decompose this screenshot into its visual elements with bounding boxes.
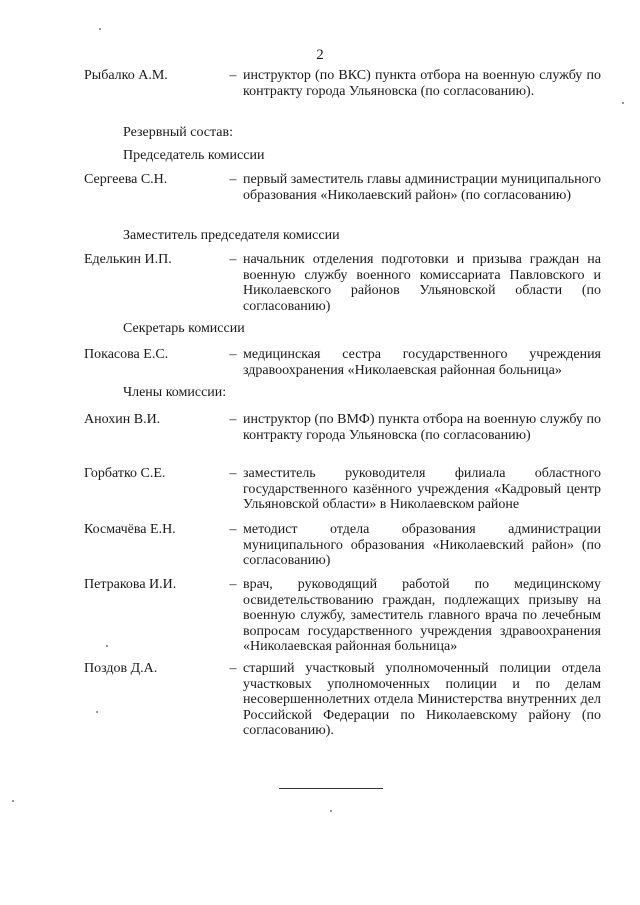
- position-description: методист отдела образования администрации муниципального образования «Николаевский район» (по согласованию): [243, 522, 601, 568]
- position-description: начальник отделения подготовки и призыва граждан на военную службу военного комиссариата Павловского и Николаевского районов Ульяновской области (по согласованию): [243, 252, 601, 314]
- person-name: Рыбалко А.М.: [84, 68, 168, 83]
- person-name: Еделькин И.П.: [84, 252, 172, 267]
- chairman-heading: Председатель комиссии: [123, 148, 265, 163]
- position-description: медицинская сестра государственного учреждения здравоохранения «Николаевская районная больница»: [243, 347, 601, 378]
- position-description: первый заместитель главы администрации муниципального образования «Николаевский район» (по согласованию): [243, 172, 601, 203]
- dash-separator: –: [229, 661, 237, 676]
- dash-separator: –: [229, 466, 237, 481]
- dash-separator: –: [229, 68, 237, 83]
- secretary-heading: Секретарь комиссии: [123, 321, 245, 336]
- scan-speck: [330, 810, 332, 812]
- scan-speck: [106, 645, 108, 647]
- deputy-heading: Заместитель председателя комиссии: [123, 228, 340, 243]
- person-name: Сергеева С.Н.: [84, 172, 168, 187]
- reserve-heading: Резервный состав:: [123, 125, 234, 140]
- dash-separator: –: [229, 347, 237, 362]
- position-description: заместитель руководителя филиала областного государственного казённого учреждения «Кадровый центр Ульяновской области» в Николаевском районе: [243, 466, 601, 512]
- position-description: старший участковый уполномоченный полиции отдела участковых уполномоченных полиции и по делам несовершеннолетних отдела Министерства внутренних дел Российской Федерации по Николаевскому району (по согласованию).: [243, 661, 601, 738]
- dash-separator: –: [229, 577, 237, 592]
- scan-speck: [12, 800, 14, 802]
- position-description: инструктор (по ВМФ) пункта отбора на военную службу по контракту города Ульяновска (по согласованию): [243, 412, 601, 443]
- person-name: Покасова Е.С.: [84, 347, 169, 362]
- members-heading: Члены комиссии:: [123, 385, 227, 400]
- position-description: инструктор (по ВКС) пункта отбора на военную службу по контракту города Ульяновска (по согласованию).: [243, 68, 601, 99]
- scan-speck: [622, 102, 624, 104]
- person-name: Поздов Д.А.: [84, 661, 158, 676]
- scan-speck: [96, 711, 98, 713]
- dash-separator: –: [229, 522, 237, 537]
- person-name: Космачёва Е.Н.: [84, 522, 176, 537]
- dash-separator: –: [229, 412, 237, 427]
- dash-separator: –: [229, 172, 237, 187]
- position-description: врач, руководящий работой по медицинскому освидетельствованию граждан, подлежащих призыву на военную службу, заместитель главного врача по лечебным вопросам государственного учреждения здравоохранения «Николаевская районная больница»: [243, 577, 601, 654]
- page-number: 2: [316, 47, 324, 63]
- scan-speck: [99, 28, 101, 30]
- person-name: Горбатко С.Е.: [84, 466, 166, 481]
- person-name: Петракова И.И.: [84, 577, 177, 592]
- dash-separator: –: [229, 252, 237, 267]
- person-name: Анохин В.И.: [84, 412, 161, 427]
- end-divider-line: [279, 788, 383, 789]
